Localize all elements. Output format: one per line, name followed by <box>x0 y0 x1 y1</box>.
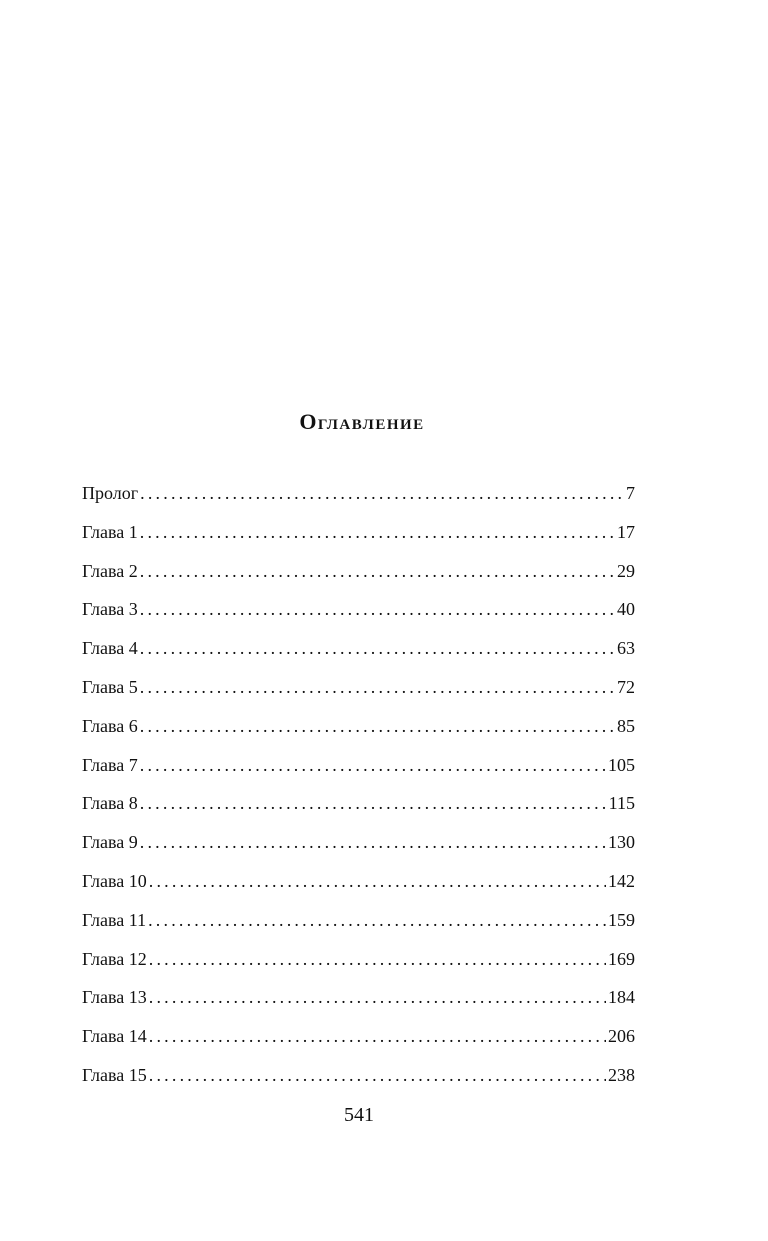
toc-entry-page: 159 <box>608 909 635 930</box>
dot-leader <box>140 556 615 586</box>
toc-entry[interactable] <box>82 905 635 944</box>
toc-entry-label: Глава 12 <box>82 948 147 969</box>
toc-entry[interactable] <box>82 750 635 789</box>
toc-entry-label: Глава 1 <box>82 521 138 542</box>
toc-entry-page: 169 <box>608 948 635 969</box>
dot-leader <box>140 478 624 508</box>
toc-entry-page: 85 <box>617 715 635 736</box>
toc-entry-page: 142 <box>608 870 635 891</box>
toc-entry-label: Глава 9 <box>82 832 138 853</box>
toc-entry-page: 238 <box>608 1064 635 1085</box>
toc-entry-page: 105 <box>608 754 635 775</box>
toc-entry-page: 184 <box>608 987 635 1008</box>
dot-leader <box>149 982 606 1012</box>
toc-entry-page: 40 <box>617 599 635 620</box>
dot-leader <box>140 750 606 780</box>
toc-entry[interactable] <box>82 594 635 633</box>
toc-entry-label: Глава 10 <box>82 870 147 891</box>
dot-leader <box>140 633 615 663</box>
toc-entry[interactable] <box>82 478 635 517</box>
toc-entry-label: Глава 3 <box>82 599 138 620</box>
dot-leader <box>140 788 607 818</box>
toc-entry-label: Пролог <box>82 483 139 503</box>
toc-entry-label: Глава 14 <box>82 1026 147 1047</box>
toc-entry[interactable] <box>82 1021 635 1060</box>
toc-entry[interactable] <box>82 711 635 750</box>
toc-entry-label: Глава 6 <box>82 715 138 736</box>
dot-leader <box>149 1060 606 1090</box>
page-number: 541 <box>344 1104 374 1126</box>
toc-entry-label: Глава 11 <box>82 909 147 930</box>
toc-entry-label: Глава 2 <box>82 560 138 581</box>
toc-entry-page: 130 <box>608 832 635 853</box>
dot-leader <box>140 672 615 702</box>
toc-entry-label: Глава 5 <box>82 676 138 697</box>
page-title: Оглавление <box>299 409 425 434</box>
toc-entry-page: 29 <box>617 560 635 581</box>
toc-entry-label: Глава 8 <box>82 793 138 814</box>
toc-entry-page: 7 <box>626 483 635 503</box>
toc-entry[interactable] <box>82 788 635 827</box>
dot-leader <box>140 594 615 624</box>
table-of-contents <box>82 478 635 1099</box>
toc-entry-label: Глава 7 <box>82 754 138 775</box>
toc-entry-page: 63 <box>617 638 635 659</box>
dot-leader <box>140 517 615 547</box>
toc-entry[interactable] <box>82 556 635 595</box>
toc-entry-label: Глава 15 <box>82 1064 147 1085</box>
toc-entry[interactable] <box>82 827 635 866</box>
dot-leader <box>149 1021 606 1051</box>
dot-leader <box>148 905 606 935</box>
toc-entry[interactable] <box>82 633 635 672</box>
dot-leader <box>140 711 615 741</box>
toc-entry-page: 17 <box>617 521 635 542</box>
toc-entry[interactable] <box>82 944 635 983</box>
dot-leader <box>140 827 606 857</box>
toc-entry-page: 206 <box>608 1026 635 1047</box>
dot-leader <box>149 944 606 974</box>
toc-entry-page: 72 <box>617 676 635 697</box>
toc-entry[interactable] <box>82 866 635 905</box>
toc-entry-page: 115 <box>608 793 635 814</box>
toc-entry[interactable] <box>82 517 635 556</box>
toc-entry[interactable] <box>82 1060 635 1099</box>
toc-entry[interactable] <box>82 672 635 711</box>
toc-entry-label: Глава 4 <box>82 638 138 659</box>
dot-leader <box>149 866 606 896</box>
toc-entry[interactable] <box>82 982 635 1021</box>
toc-entry-label: Глава 13 <box>82 987 147 1008</box>
